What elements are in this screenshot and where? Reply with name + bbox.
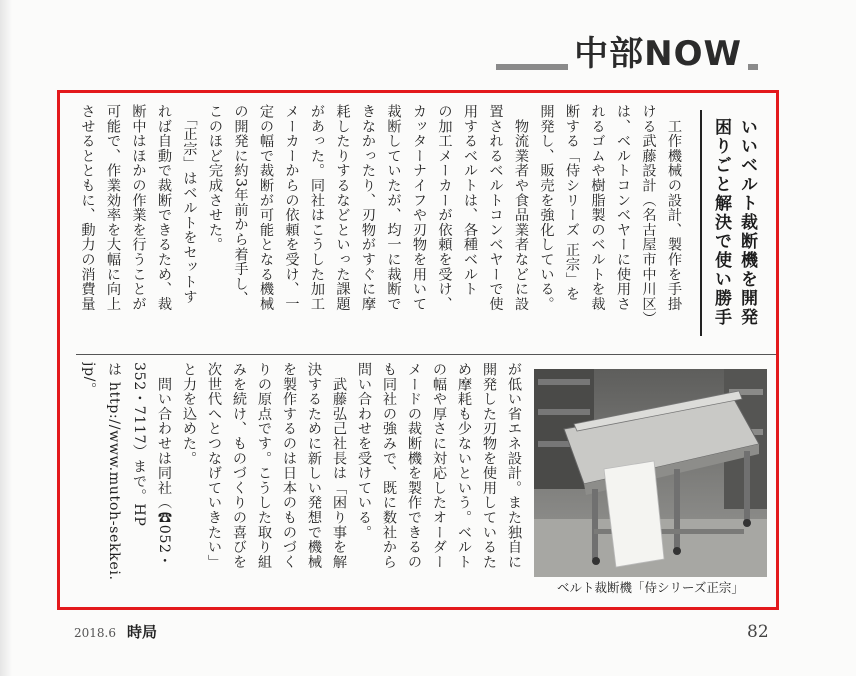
lower_columns-column: を製作するのは日本のものづく xyxy=(281,362,297,570)
lower_columns-column: は http://www.mutoh-sekkei. xyxy=(106,362,122,581)
upper_columns-column: カッターナイフや刃物を用いて xyxy=(411,104,427,312)
upper_columns-column: 物流業者や食品業者などに設 xyxy=(513,104,529,312)
upper_columns-column: 断する「侍シリーズ 正宗」を xyxy=(564,104,580,302)
upper_columns-column: メーカーからの依頼を受け、一 xyxy=(283,104,300,312)
issue-date: 2018.6 xyxy=(74,626,116,640)
lower_columns-column: jp/。 xyxy=(81,362,97,397)
upper_columns-column: 定の幅で裁断が可能となる機械 xyxy=(258,104,274,312)
upper_columns-column: させるとともに、動力の消費量 xyxy=(79,104,96,312)
lower_columns-column: 開発した刃物を使用しているた xyxy=(481,362,497,570)
upper_columns-column: の加工メーカーが依頼を受け、 xyxy=(436,104,453,312)
page-number: 82 xyxy=(747,622,769,642)
magazine-name: 時局 xyxy=(127,623,158,641)
upper_columns-column: 裁断していたが、均一に裁断で xyxy=(385,104,402,312)
section-title: 中部NOW xyxy=(568,26,748,75)
lower_columns-column: 問い合わせは同社（☎052・ xyxy=(156,362,172,569)
product-photo xyxy=(534,369,767,577)
upper_columns-column: 断中はほかの作業を行うことが xyxy=(130,104,147,312)
lower_columns-column: メードの裁断機を製作できるの xyxy=(406,362,422,570)
upper_columns-column: れば自動で裁断できるため、裁 xyxy=(156,104,172,312)
headline-line-1: 困りごと解決で使い勝手 xyxy=(711,118,731,327)
article-body-upper xyxy=(74,104,686,348)
upper_columns-column: 用するベルトは、各種ベルト xyxy=(462,104,478,297)
section-header xyxy=(496,26,758,76)
upper_columns-column: ける武藤設計（名古屋市中川区） xyxy=(640,104,657,326)
upper_columns-column: は、ベルトコンベヤーに使用さ xyxy=(615,104,631,312)
lower_columns-column: 決するために新しい発想で機械 xyxy=(306,362,322,570)
lower_columns-column: 352・7117）まで。HP xyxy=(131,362,147,527)
section-divider xyxy=(76,354,776,355)
upper_columns-column: このほど完成させた。 xyxy=(207,104,223,252)
upper_columns-column: があった。同社はこうした加工 xyxy=(309,104,325,312)
upper_columns-column: れるゴムや樹脂製のベルトを裁 xyxy=(589,104,606,312)
lower_columns-column: 武藤弘己社長は「困り事を解 xyxy=(331,362,347,570)
lower_columns-column: 次世代へとつなげていきたい」 xyxy=(206,362,222,570)
belt-cutter-image xyxy=(534,369,767,577)
photo-caption: ベルト裁断機「侍シリーズ正宗」 xyxy=(557,580,744,595)
lower_columns-column: も同社の強みで、既に数社から xyxy=(381,362,397,570)
lower_columns-column: りの原点です。こうした取り組 xyxy=(256,362,272,570)
headline-box xyxy=(700,110,764,336)
lower_columns-column: め摩耗も少ないという。ベルト xyxy=(456,362,472,570)
article-body-lower xyxy=(76,362,526,602)
lower_columns-column: 問い合わせを受けている。 xyxy=(356,362,372,540)
upper_columns-column: 耗したりするなどといった課題 xyxy=(334,104,351,312)
upper_columns-column: 開発し、販売を強化している。 xyxy=(538,104,555,312)
upper_columns-column: 可能で、作業効率を大幅に向上 xyxy=(105,104,121,312)
upper_columns-column: きなかったり、刃物がすぐに摩 xyxy=(360,104,376,312)
lower_columns-column: の幅や厚さに対応したオーダー xyxy=(431,362,447,570)
page-edge-shadow xyxy=(0,0,12,676)
upper_columns-column: 「正宗」はベルトをセットす xyxy=(181,104,198,305)
upper_columns-column: の開発に約3年前から着手し、 xyxy=(232,104,249,307)
lower_columns-column: が低い省エネ設計。また独自に xyxy=(506,362,522,570)
headline-line-2: いいベルト裁断機を開発 xyxy=(737,118,757,327)
upper_columns-column: 置されるベルトコンベヤーで使 xyxy=(487,104,504,312)
lower_columns-column: と力を込めた。 xyxy=(181,362,197,466)
lower_columns-column: みを続け、ものづくりの喜びを xyxy=(231,362,247,570)
upper_columns-column: 工作機械の設計、製作を手掛 xyxy=(666,104,682,312)
